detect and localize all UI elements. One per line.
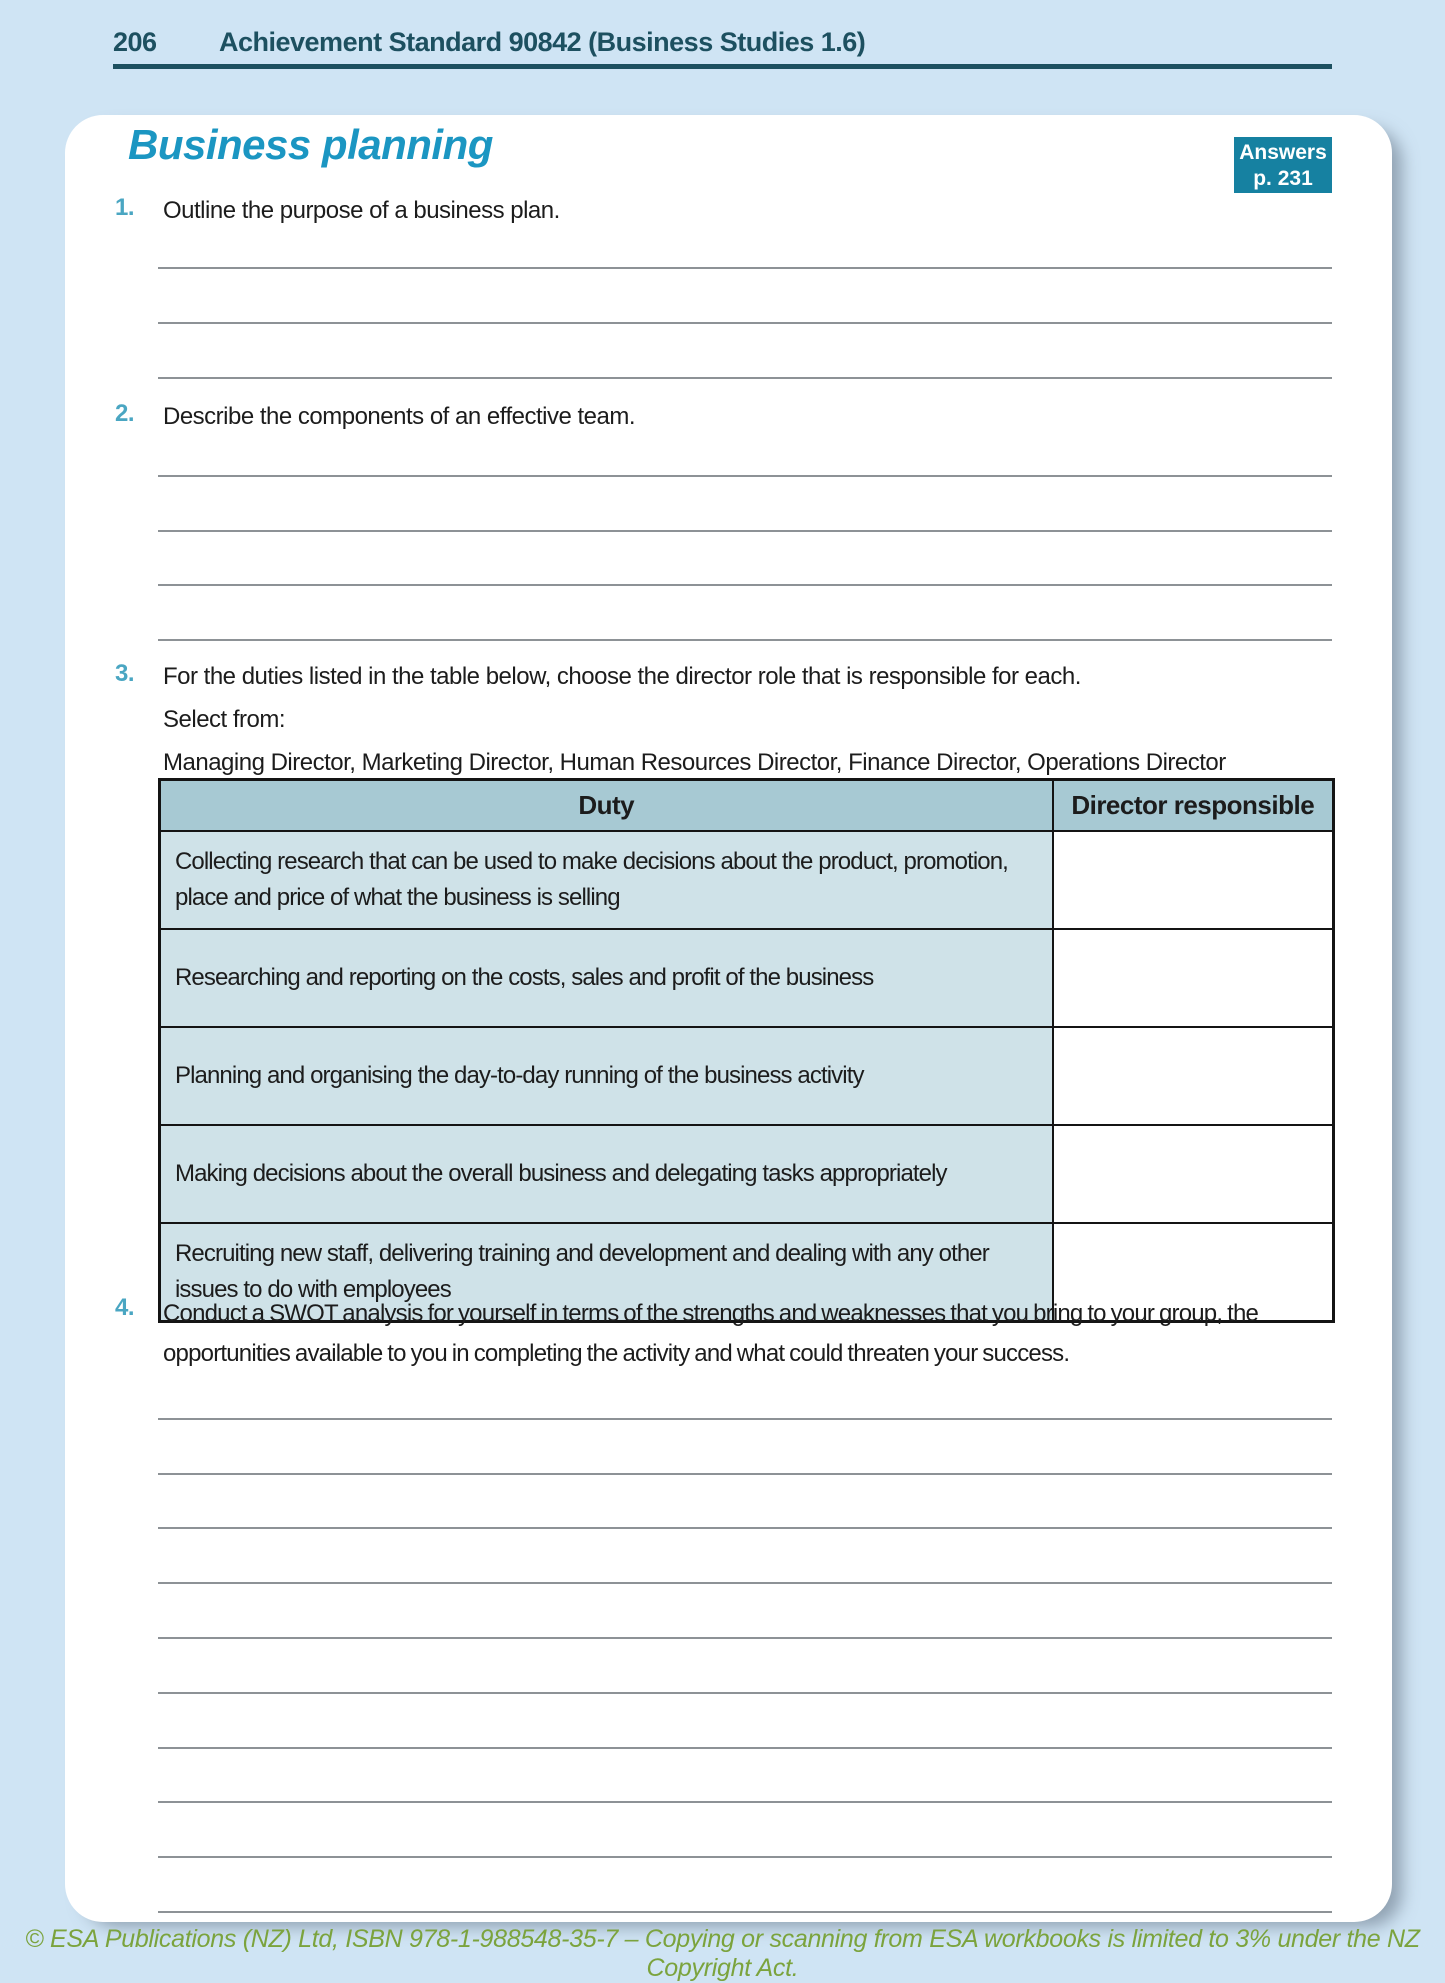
question-3-options: Managing Director, Marketing Director, Human Resources Director, Finance Director, Operations Director bbox=[163, 749, 1226, 776]
question-3-number: 3. bbox=[115, 660, 135, 687]
question-2-text: Describe the components of an effective team. bbox=[163, 403, 635, 430]
question-4-number: 4. bbox=[115, 1294, 135, 1321]
answer-line bbox=[158, 1803, 1332, 1858]
answer-line bbox=[158, 214, 1332, 269]
table-row bbox=[160, 1125, 1334, 1223]
duty-cell: Collecting research that can be used to make decisions about the product, promotion, place and price of what the business is selling bbox=[160, 831, 1053, 929]
header-rule bbox=[113, 64, 1332, 69]
director-column-header: Director responsible bbox=[1053, 780, 1334, 832]
duties-table bbox=[158, 778, 1335, 1323]
question-1-number: 1. bbox=[115, 194, 135, 221]
question-2-number: 2. bbox=[115, 400, 135, 427]
table-row bbox=[160, 831, 1334, 929]
answer-line bbox=[158, 422, 1332, 477]
duty-cell: Planning and organising the day-to-day running of the business activity bbox=[160, 1027, 1053, 1125]
answer-line bbox=[158, 269, 1332, 324]
duty-cell: Making decisions about the overall business and delegating tasks appropriately bbox=[160, 1125, 1053, 1223]
copyright-footer: © ESA Publications (NZ) Ltd, ISBN 978-1-988548-35-7 – Copying or scanning from ESA workbooks is limited to 3% under the NZ Copyright Act. bbox=[25, 1925, 1420, 1982]
answer-lines-q1 bbox=[158, 214, 1332, 379]
standard-header-title: Achievement Standard 90842 (Business Studies 1.6) bbox=[219, 27, 866, 57]
answer-line bbox=[158, 532, 1332, 587]
duty-column-header: Duty bbox=[160, 780, 1053, 832]
director-response-cell bbox=[1053, 929, 1334, 1027]
page-number: 206 bbox=[113, 27, 157, 57]
answer-line bbox=[158, 1749, 1332, 1804]
answers-badge-line2: p. 231 bbox=[1253, 167, 1313, 190]
answer-line bbox=[158, 477, 1332, 532]
answer-line bbox=[158, 1858, 1332, 1913]
answer-line bbox=[158, 1584, 1332, 1639]
table-row bbox=[160, 929, 1334, 1027]
answer-line bbox=[158, 1639, 1332, 1694]
duty-cell: Recruiting new staff, delivering training and development and dealing with any other issues to do with employees bbox=[160, 1223, 1053, 1322]
answer-lines-q2 bbox=[158, 422, 1332, 641]
answer-line bbox=[158, 1475, 1332, 1530]
answer-line bbox=[158, 586, 1332, 641]
duty-cell: Researching and reporting on the costs, sales and profit of the business bbox=[160, 929, 1053, 1027]
answers-badge-line1: Answers bbox=[1239, 141, 1327, 164]
question-3 bbox=[115, 660, 1332, 779]
answers-badge bbox=[1234, 137, 1332, 193]
answer-line bbox=[158, 1365, 1332, 1420]
question-4-text: Conduct a SWOT analysis for yourself in terms of the strengths and weaknesses that you bring to your group, the opportunities available to you in completing the activity and what could threaten your success. bbox=[163, 1300, 1259, 1367]
director-response-cell bbox=[1053, 1027, 1334, 1125]
director-response-cell bbox=[1053, 831, 1334, 929]
table-header-row bbox=[160, 780, 1334, 832]
answer-lines-q4 bbox=[158, 1365, 1332, 1913]
table-row bbox=[160, 1027, 1334, 1125]
worksheet-title: Business planning bbox=[128, 121, 493, 168]
question-4 bbox=[115, 1294, 1332, 1374]
answer-line bbox=[158, 1529, 1332, 1584]
director-response-cell bbox=[1053, 1125, 1334, 1223]
question-3-select-label: Select from: bbox=[163, 706, 286, 733]
answer-line bbox=[158, 1694, 1332, 1749]
answer-line bbox=[158, 1420, 1332, 1475]
answer-line bbox=[158, 324, 1332, 379]
question-3-text: For the duties listed in the table below, choose the director role that is responsible for each. bbox=[163, 663, 1081, 690]
question-1-text: Outline the purpose of a business plan. bbox=[163, 197, 560, 224]
